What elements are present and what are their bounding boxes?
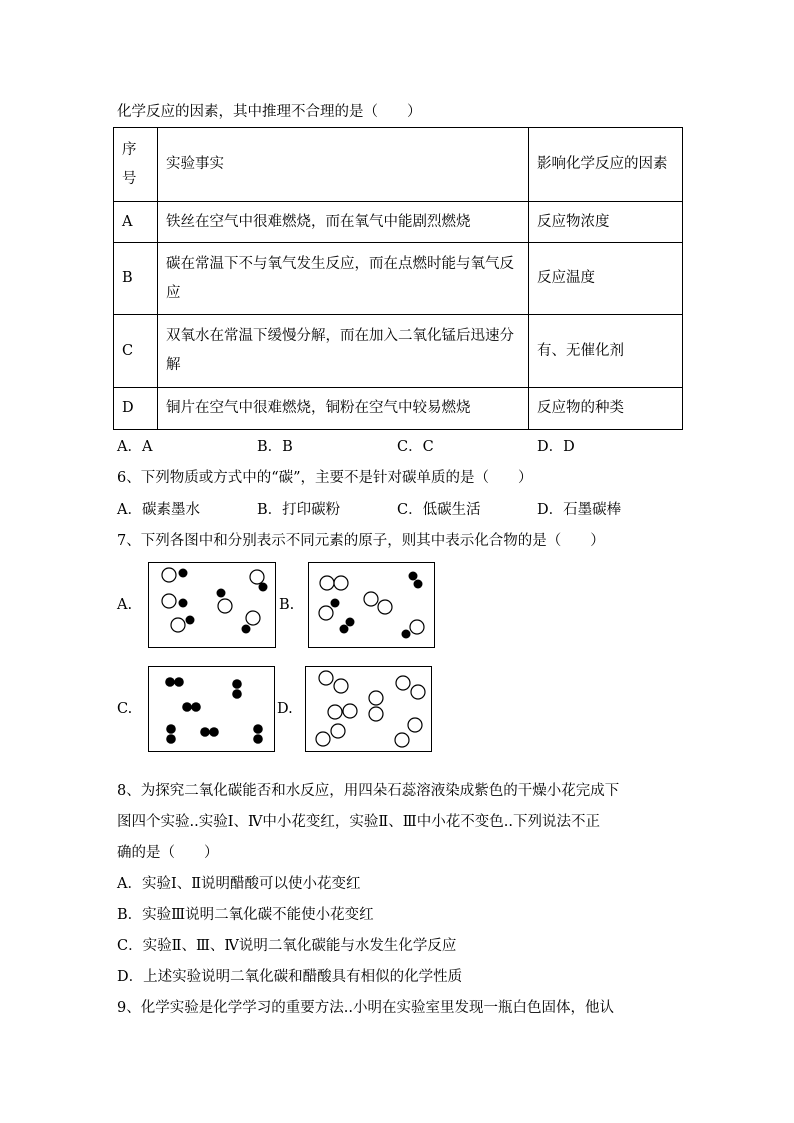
question-8-option-c[interactable]: C．实验Ⅱ、Ⅲ、Ⅳ说明二氧化碳能与水发生化学反应 [117,938,457,954]
option-c[interactable]: C．C [397,439,434,455]
experiment-facts-table [113,127,683,430]
question-5-stem-tail: 化学反应的因素，其中推理不合理的是（ ） [117,104,422,120]
option-b[interactable]: B．打印碳粉 [257,502,341,518]
molecule-diagram-d[interactable] [305,666,432,752]
option-d-label[interactable]: D. [277,701,293,717]
row-fact: 碳在常温下不与氧气发生反应，而在点燃时能与氧气反应 [158,243,529,315]
row-factor: 反应物浓度 [529,202,683,243]
header-number: 序号 [114,128,158,202]
table-row [114,243,683,315]
molecule-diagram-b[interactable] [308,562,435,648]
table-header-row [114,128,683,202]
row-fact: 铁丝在空气中很难燃烧，而在氧气中能剧烈燃烧 [158,202,529,243]
option-a[interactable]: A．碳素墨水 [117,502,200,518]
row-fact: 铜片在空气中很难燃烧，铜粉在空气中较易燃烧 [158,388,529,430]
question-8-option-b[interactable]: B．实验Ⅲ说明二氧化碳不能使小花变红 [117,907,374,923]
question-6-options [117,498,621,519]
option-b-label[interactable]: B. [279,597,295,613]
row-fact: 双氧水在常温下缓慢分解，而在加入二氧化锰后迅速分解 [158,315,529,388]
question-9-stem: 9、化学实验是化学学习的重要方法..小明在实验室里发现一瓶白色固体，他认 [117,1000,614,1016]
option-a-label[interactable]: A. [117,597,133,613]
option-a[interactable]: A．A [117,439,153,455]
molecule-diagram-a[interactable] [148,562,276,648]
option-c[interactable]: C．低碳生活 [397,502,481,518]
question-5-options [117,435,575,456]
option-d[interactable]: D．D [537,439,575,455]
table-row [114,315,683,388]
row-factor: 有、无催化剂 [529,315,683,388]
table-row [114,388,683,430]
molecule-diagram-c[interactable] [148,666,275,752]
header-facts: 实验事实 [158,128,529,202]
row-id: D [114,388,158,430]
row-id: A [114,202,158,243]
option-d[interactable]: D．石墨碳棒 [537,502,622,518]
question-6-stem: 6、下列物质或方式中的“碳”，主要不是针对碳单质的是（ ） [117,470,533,486]
row-id: C [114,315,158,388]
table-row [114,202,683,243]
question-8-stem-line-3: 确的是（ ） [117,845,219,861]
question-8-option-d[interactable]: D．上述实验说明二氧化碳和醋酸具有相似的化学性质 [117,969,463,985]
row-factor: 反应物的种类 [529,388,683,430]
question-8-stem-line-1: 8、为探究二氧化碳能否和水反应，用四朵石蕊溶液染成紫色的干燥小花完成下 [117,783,620,799]
question-7-stem: 7、下列各图中和分别表示不同元素的原子，则其中表示化合物的是（ ） [117,533,605,549]
header-factor: 影响化学反应的因素 [529,128,683,202]
option-c-label[interactable]: C. [117,701,133,717]
row-factor: 反应温度 [529,243,683,315]
option-b[interactable]: B．B [257,439,293,455]
question-8-option-a[interactable]: A．实验Ⅰ、Ⅱ说明醋酸可以使小花变红 [117,876,361,892]
question-8-stem-line-2: 图四个实验..实验Ⅰ、Ⅳ中小花变红，实验Ⅱ、Ⅲ中小花不变色..下列说法不正 [117,814,600,830]
row-id: B [114,243,158,315]
